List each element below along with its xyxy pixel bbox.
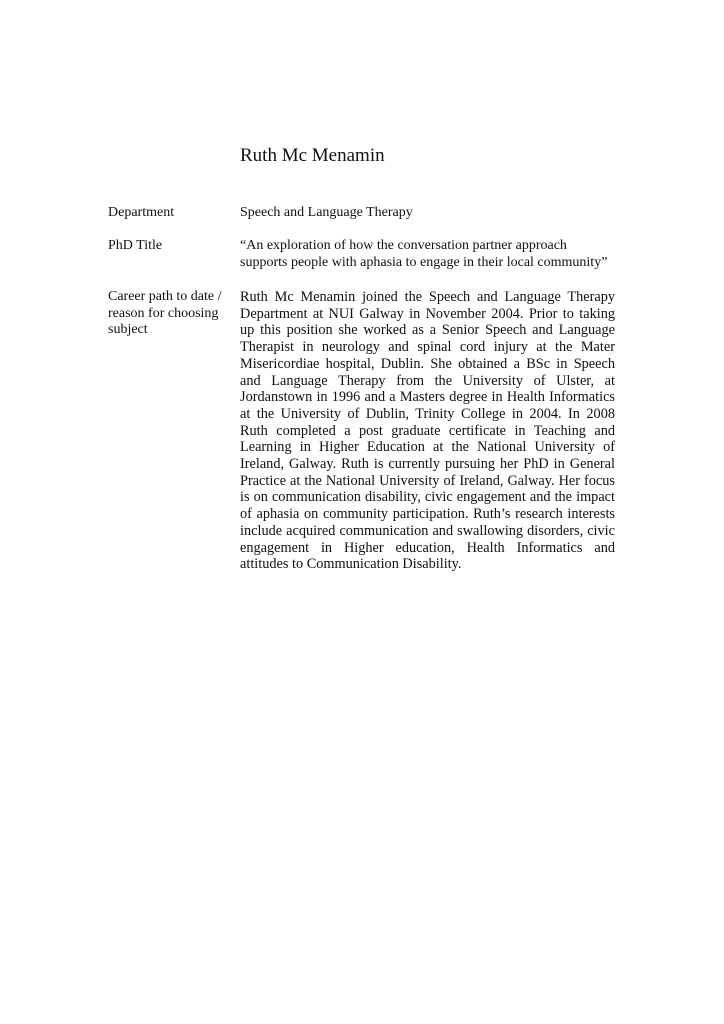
page-title: Ruth Mc Menamin bbox=[240, 145, 385, 166]
career-path-label: Career path to date / reason for choosing subject bbox=[108, 289, 222, 337]
career-path-text: Ruth Mc Menamin joined the Speech and Language Therapy Department at NUI Galway in November 2004. Prior to taking up this position she worked as a Senior Speech and Language Therapist in neurology and spinal cord injury at the Mater Misericordiae hospital, Dublin. She obtained a BSc in Speech and Language Therapy from the University of Ulster, at Jordanstown in 1996 and a Masters degree in Health Informatics at the University of Dublin, Trinity College in 2004. In 2008 Ruth completed a post graduate certificate in Teaching and Learning in Higher Education at the National University of Ireland, Galway. Ruth is currently pursuing her PhD in General Practice at the National University of Ireland, Galway. Her focus is on communication disability, civic engagement and the impact of aphasia on community participation. Ruth’s research interests include acquired communication and swallowing disorders, civic engagement in Higher education, Health Informatics and attitudes to Communication Disability. bbox=[240, 289, 615, 573]
department-label: Department bbox=[108, 205, 175, 220]
phd-title-value: “An exploration of how the conversation partner approach supports people with aphasia to engage in their local community” bbox=[240, 238, 608, 270]
phd-title-label: PhD Title bbox=[108, 238, 163, 253]
department-value: Speech and Language Therapy bbox=[240, 205, 413, 220]
